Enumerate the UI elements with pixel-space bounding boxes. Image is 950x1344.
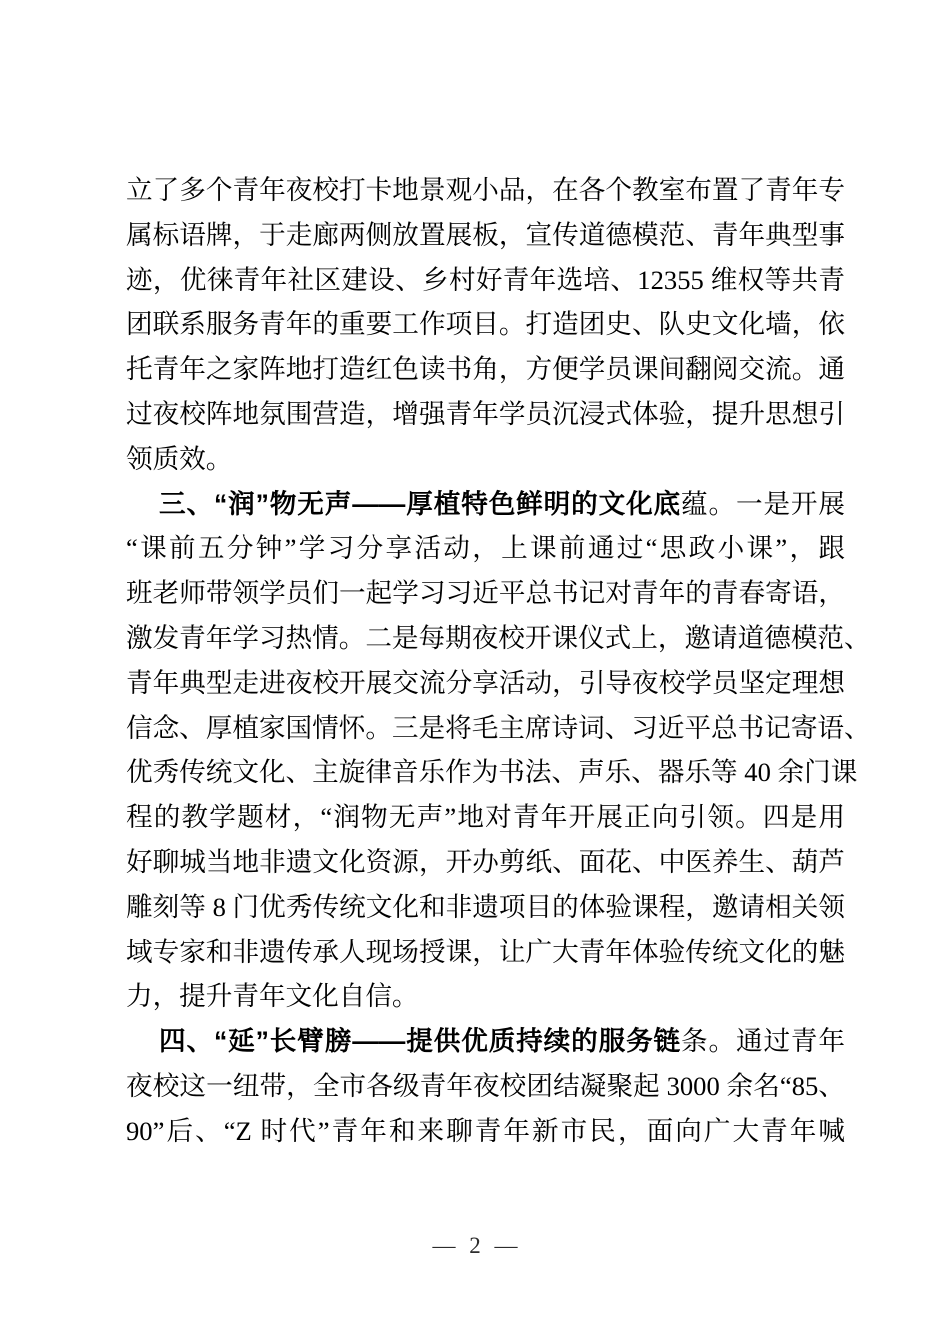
text-line [126, 661, 845, 706]
document-body [126, 168, 871, 1154]
page-number: — 2 — [432, 1233, 518, 1258]
body-text: 立了多个青年夜校打卡地景观小品，在各个教室布置了青年专 [126, 175, 845, 205]
text-line [126, 1064, 845, 1109]
body-text: 过夜校阵地氛围营造，增强青年学员沉浸式体验，提升思想引 [126, 398, 845, 429]
body-text: 信念、厚植家国情怀。三是将毛主席诗词、习近平总书记寄语、 [126, 712, 871, 743]
text-line [126, 302, 845, 347]
text-line [126, 750, 858, 795]
body-text: 程的教学题材，“润物无声”地对青年开展正向引领。四是用 [126, 802, 845, 833]
text-line [126, 885, 845, 930]
text-line [126, 974, 845, 1019]
body-text: 激发青年学习热情。二是每期夜校开课仪式上，邀请道德模范、 [126, 622, 871, 653]
text-line [126, 482, 845, 527]
body-text: 迹，优徕青年社区建设、乡村好青年选培、12355 维权等共青 [126, 264, 845, 295]
body-text: 力，提升青年文化自信。 [126, 981, 419, 1012]
text-line [126, 706, 871, 751]
text-line [126, 616, 871, 661]
body-text: 夜校这一纽带，全市各级青年夜校团结凝聚起 3000 余名“85、 [126, 1070, 845, 1101]
body-text: 班老师带领学员们一起学习习近平总书记对青年的青春寄语， [126, 578, 845, 609]
section-heading-text: 四、“延”长臂膀——提供优质持续的服务链 [159, 1026, 682, 1057]
text-line [126, 1019, 845, 1064]
body-text: 团联系服务青年的重要工作项目。打造团史、队史文化墙，依 [126, 309, 845, 340]
section-heading-text: 三、“润”物无声——厚植特色鲜明的文化底 [159, 488, 682, 519]
body-text: 条。通过青年 [681, 1026, 846, 1057]
text-line [126, 571, 845, 616]
text-line [126, 437, 845, 482]
body-text: 蕴。一是开展 [681, 488, 846, 519]
body-text: 好聊城当地非遗文化资源，开办剪纸、面花、中医养生、葫芦 [126, 846, 845, 877]
text-line [126, 840, 845, 885]
text-line [126, 795, 845, 840]
body-text: 雕刻等 8 门优秀传统文化和非遗项目的体验课程，邀请相关领 [126, 891, 845, 922]
text-line [126, 1109, 845, 1154]
text-line [126, 930, 845, 975]
body-text: “课前五分钟”学习分享活动，上课前通过“思政小课”，跟 [126, 533, 845, 564]
body-text: 优秀传统文化、主旋律音乐作为书法、声乐、器乐等 40 余门课 [126, 757, 858, 788]
text-line [126, 168, 845, 213]
text-line [126, 392, 845, 437]
text-line [126, 258, 845, 303]
body-text: 属标语牌，于走廊两侧放置展板，宣传道德模范、青年典型事 [126, 219, 845, 250]
body-text: 青年典型走进夜校开展交流分享活动，引导夜校学员坚定理想 [126, 667, 845, 698]
text-line [126, 213, 845, 258]
body-text: 领质效。 [126, 443, 233, 474]
body-text: 域专家和非遗传承人现场授课，让广大青年体验传统文化的魅 [126, 936, 845, 967]
text-line [126, 526, 845, 571]
text-line [126, 347, 845, 392]
body-text: 90”后、“Z 时代”青年和来聊青年新市民，面向广大青年喊 [126, 1115, 845, 1146]
body-text: 托青年之家阵地打造红色读书角，方便学员课间翻阅交流。通 [126, 354, 845, 385]
